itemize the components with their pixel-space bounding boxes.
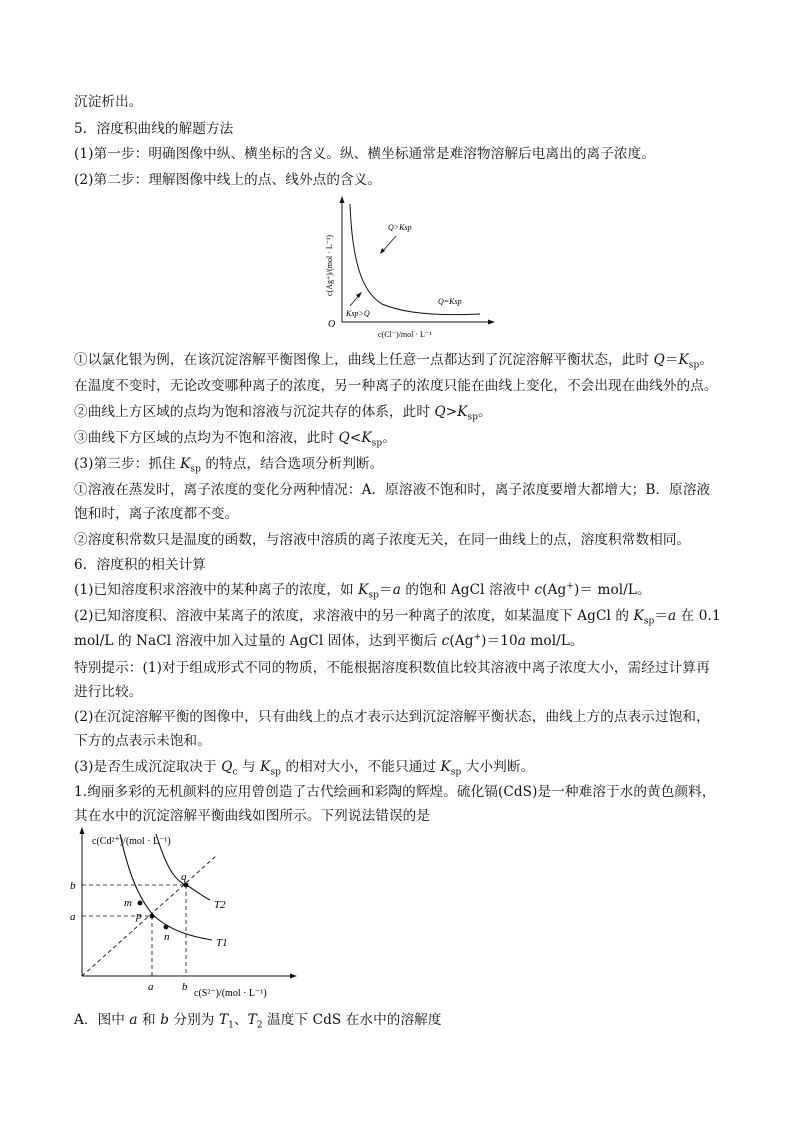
y-axis-label: c(Ag⁺)/(mol · L⁻¹) bbox=[325, 234, 334, 296]
y-tick-a: a bbox=[70, 911, 76, 923]
x-tick-b: b bbox=[182, 981, 188, 993]
text-line: (3)是否生成沉淀取决于 $Q_c$ 与 $K_{sp}$ 的相对大小，不能只通过 $K_{sp}$ 大小判断。 bbox=[74, 759, 535, 778]
origin-label: O bbox=[328, 319, 336, 330]
y-axis-label: c(Cd²⁺)/(mol · L⁻¹) bbox=[92, 836, 171, 847]
section-heading: 5．溶度积曲线的解题方法 bbox=[74, 121, 234, 137]
x-axis-arrow bbox=[488, 320, 495, 325]
point-m-label: m bbox=[124, 897, 132, 909]
point-p-marker bbox=[150, 914, 155, 919]
text-line: ③曲线下方区域的点均为不饱和溶液，此时 $Q<K_{sp}$。 bbox=[74, 430, 396, 449]
point-m-marker bbox=[138, 901, 143, 906]
curve-t2-label: T2 bbox=[214, 899, 226, 911]
y-axis-arrow bbox=[340, 196, 345, 203]
point-n-marker bbox=[164, 925, 169, 930]
point-q-label: q bbox=[181, 871, 187, 883]
ksp-curve-figure bbox=[320, 196, 500, 346]
cds-curve-figure bbox=[66, 826, 306, 1006]
section-heading: 6．溶度积的相关计算 bbox=[74, 557, 206, 573]
text-line: ①以氯化银为例，在该沉淀溶解平衡图像上，曲线上任意一点都达到了沉淀溶解平衡状态，此时 $Q=K_{sp}$。 bbox=[74, 352, 714, 371]
point-n-label: n bbox=[164, 931, 170, 943]
label-below-curve: Ksp>Q bbox=[346, 309, 370, 318]
text-line: 在温度不变时，无论改变哪种离子的浓度，另一种离子的浓度只能在曲线上变化，不会出现在曲线外的点。 bbox=[74, 378, 718, 394]
arrow-above bbox=[382, 236, 396, 252]
text-line: ②溶度积常数只是温度的函数，与溶液中溶质的离子浓度无关，在同一曲线上的点，溶度积常数相同。 bbox=[74, 532, 691, 548]
label-on-curve: Q=Ksp bbox=[438, 297, 462, 306]
curve-t1 bbox=[120, 834, 212, 940]
option-a: A．图中 a 和 b 分别为 $T_1$、$T_2$ 温度下 CdS 在水中的溶解度 bbox=[74, 1012, 442, 1031]
text-line: ②曲线上方区域的点均为饱和溶液与沉淀共存的体系，此时 $Q>K_{sp}$。 bbox=[74, 404, 492, 423]
text-line: (1)第一步：明确图像中纵、横坐标的含义。纵、横坐标通常是难溶物溶解后电离出的离子浓度。 bbox=[74, 146, 655, 162]
text-line: (3)第三步：抓住 $K_{sp}$ 的特点，结合选项分析判断。 bbox=[74, 456, 384, 475]
point-q-marker bbox=[184, 883, 189, 888]
point-p-label: p bbox=[136, 910, 142, 922]
text-line: (1)已知溶度积求溶液中的某种离子的浓度，如 $K_{sp}=a$ 的饱和 AgCl 溶液中 c(Ag+)＝ mol/L。 bbox=[74, 581, 651, 601]
text-line: (2)第二步：理解图像中线上的点、线外点的含义。 bbox=[74, 172, 382, 188]
text-line: 特别提示：(1)对于组成形式不同的物质，不能根据溶度积数值比较其溶液中离子浓度大小，需经过计算再 bbox=[74, 660, 710, 676]
curve-t1-label: T1 bbox=[216, 937, 228, 949]
text-line: 下方的点表示未饱和。 bbox=[74, 733, 211, 749]
text-line: (2)已知溶度积、溶液中某离子的浓度，求溶液中的另一种离子的浓度，如某温度下 AgCl 的 $K_{sp}=a$ 在 0.1 bbox=[74, 608, 721, 627]
x-tick-a: a bbox=[148, 981, 154, 993]
y-tick-b: b bbox=[70, 880, 76, 892]
y-axis-arrow bbox=[80, 827, 85, 834]
question-text: 1.绚丽多彩的无机颜料的应用曾创造了古代绘画和彩陶的辉煌。硫化镉(CdS)是一种难溶于水的黄色颜料， bbox=[74, 784, 716, 800]
label-above-curve: Q>Ksp bbox=[388, 223, 412, 232]
text-line: (2)在沉淀溶解平衡的图像中，只有曲线上的点才表示达到沉淀溶解平衡状态，曲线上方的点表示过饱和， bbox=[74, 709, 710, 725]
text-line: mol/L 的 NaCl 溶液中加入过量的 AgCl 固体，达到平衡后 c(Ag+)＝10a mol/L。 bbox=[74, 632, 584, 649]
text-line: 沉淀析出。 bbox=[74, 94, 143, 110]
text-line: 进行比较。 bbox=[74, 684, 143, 700]
x-axis-label: c(Cl⁻)/mol · L⁻¹ bbox=[378, 330, 432, 339]
text-line: 饱和时，离子浓度都不变。 bbox=[74, 506, 239, 522]
x-axis-label: c(S²⁻)/(mol · L⁻¹) bbox=[194, 988, 267, 999]
x-axis-arrow bbox=[290, 974, 297, 979]
text-line: ①溶液在蒸发时，离子浓度的变化分两种情况：A．原溶液不饱和时，离子浓度要增大都增大；B．原溶液 bbox=[74, 482, 711, 498]
question-text: 其在水中的沉淀溶解平衡曲线如图所示。下列说法错误的是 bbox=[74, 808, 431, 824]
